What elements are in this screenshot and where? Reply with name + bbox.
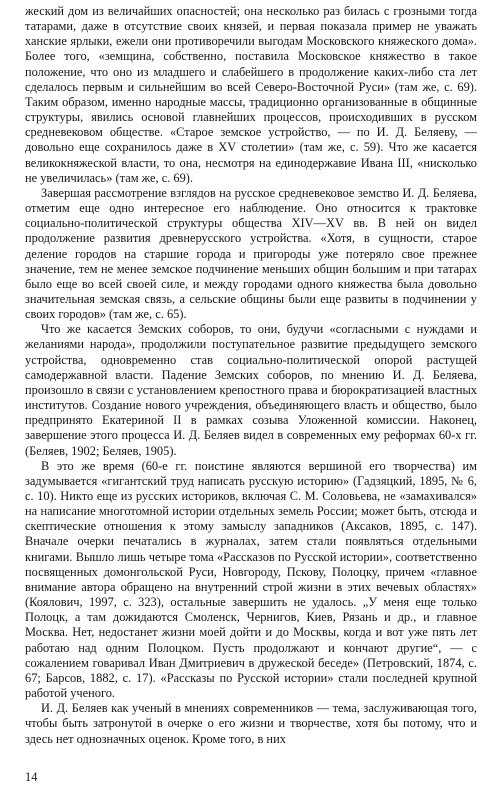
page-number: 14 bbox=[25, 770, 38, 784]
paragraph: Что же касается Земских соборов, то они, будучи «согласными с нуждами и желаниями народа», продолжили поступательное развитие предыдущего земского устройства, одновременно став социально-политической опорой растущей самодержавной власти. Падение Земских соборов, по мнению И. Д. Беляева, произошло в связи с установлением крепостного права и бюрократизацией властных институтов. Создание нового учреждения, объединяющего власть и общество, было предпринято Екатериной II в рамках созыва Уложенной комиссии. Наконец, завершение этого процесса И. Д. Беляев видел в современных ему реформах 60-х гг. (Беляев, 1902; Беляев, 1905). bbox=[25, 322, 477, 458]
paragraph: жеский дом из величайших опасностей; она несколько раз билась с грозными тогда татарами, даже в отсутствие своих князей, и первая показала пример не уважать ханские ярлыки, ежели они противоречили выгодам Московского княжеского дома». Более того, «земщина, собственно, поставила Московское княжество в такое положение, что оно из младшего и слабейшего в продолжение каких-либо ста лет сделалось первым и сильнейшим во всей Северо-Восточной Руси» (там же, с. 69). Таким образом, именно народные массы, традиционно организованные в общинные структуры, явились основой главнейших процессов, происходивших в русском средневековом обществе. «Старое земское устройство, — по И. Д. Беляеву, — довольно еще сохранилось даже в XV столетии» (там же, с. 59). Что же касается великокняжеской власти, то она, несмотря на единодержавие Ивана III, «нисколько не увеличилась» (там же, с. 69). bbox=[25, 4, 477, 185]
paragraph: В это же время (60-е гг. поистине являются вершиной его творчества) им задумывается «гигантский труд написать русскую историю» (Гадзяцкий, 1895, № 6, с. 10). Никто еще из русских историков, включая С. М. Соловьева, не «замахивался» на написание многотомной истории отдельных земель России; может быть, отсюда и скептические отношения к этому замыслу западников (Аксаков, 1895, с. 147). Вначале очерки печатались в журналах, затем стали появляться отдельными книгами. Вышло лишь четыре тома «Рассказов по Русской истории», соответственно посвященных домонгольской Руси, Новгороду, Пскову, Полоцку, причем «главное внимание автора обращено на внутренний строй жизни в этих вечевых областях» (Коялович, 1997, с. 323), остальные завершить не удалось. „У меня еще только Полоцк, а там дожидаются Смоленск, Чернигов, Киев, Рязань и др., и главное Москва. Нет, недостанет жизни моей дойти и до Москвы, когда и вот уже пять лет работаю над одним Полоцком. Пусть продолжают и кончают другие“, — с сожалением говаривал Иван Дмитриевич в дружеской беседе» (Петровский, 1874, с. 67; Барсов, 1882, с. 17). «Рассказы по Русской истории» стали последней крупной работой ученого. bbox=[25, 458, 477, 701]
paragraph: И. Д. Беляев как ученый в мнениях современников — тема, заслуживающая того, чтобы быть затронутой в очерке о его жизни и творчестве, хотя бы потому, что и здесь нет однозначных оценок. Кроме того, в них bbox=[25, 701, 477, 746]
body-text bbox=[25, 4, 477, 747]
paragraph: Завершая рассмотрение взглядов на русское средневековое земство И. Д. Беляева, отметим еще одно интересное его наблюдение. Оно относится к трактовке социально-политической структуры общества XIV—XV вв. В ней он видел продолжение развития древнерусского устройства. «Хотя, в сущности, старое деление городов на старшие города и пригороды уже потеряло свое прежнее значение, тем не менее земское подчинение меньших общин большим и при татарах было еще во всей своей силе, и между городами одного княжества была довольно значительная земская связь, а сельские общины были еще развиты в подчинении у своих городов» (там же, с. 65). bbox=[25, 185, 477, 322]
